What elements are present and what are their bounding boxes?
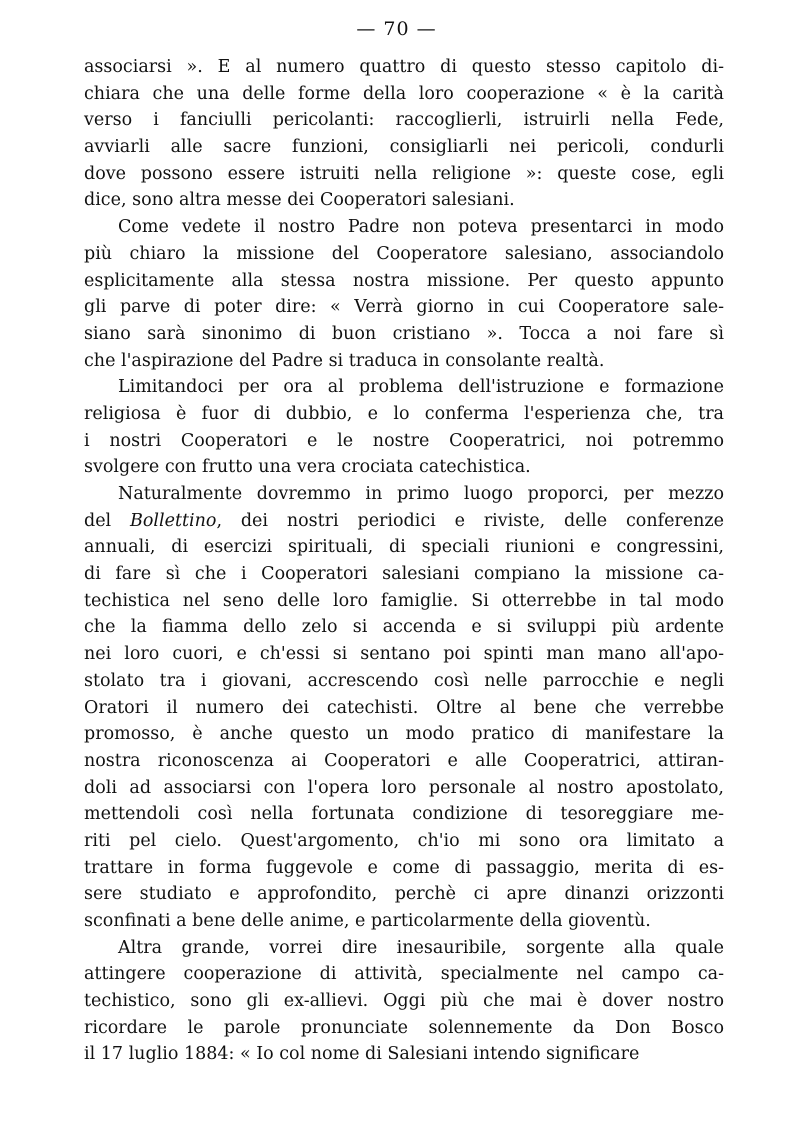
text-line: ricordare le parole pronunciate solennemente da Don Bosco bbox=[84, 1017, 724, 1038]
text-line: promosso, è anche questo un modo pratico di manifestare la bbox=[84, 724, 724, 745]
text-line: mettendoli così nella fortunata condizione di tesoreggiare me- bbox=[84, 804, 724, 825]
text-line: gli parve di poter dire: « Verrà giorno in cui Cooperatore sale- bbox=[84, 297, 724, 318]
text-line: trattare in forma fuggevole e come di passaggio, merita di es- bbox=[84, 857, 724, 878]
text-line: di fare sì che i Cooperatori salesiani compiano la missione ca- bbox=[84, 564, 724, 585]
text-line: siano sarà sinonimo di buon cristiano ». Tocca a noi fare sì bbox=[84, 323, 724, 344]
text-line: che la fiamma dello zelo si accenda e si sviluppi più ardente bbox=[84, 617, 724, 638]
text-line: stolato tra i giovani, accrescendo così nelle parrocchie e negli bbox=[84, 670, 724, 691]
text-line: Limitandoci per ora al problema dell'istruzione e formazione bbox=[118, 377, 724, 398]
text-line: i nostri Cooperatori e le nostre Cooperatrici, noi potremmo bbox=[84, 430, 724, 451]
text-line: esplicitamente alla stessa nostra missione. Per questo appunto bbox=[84, 270, 724, 291]
text-line: nei loro cuori, e ch'essi si sentano poi spinti man mano all'apo- bbox=[84, 644, 724, 665]
periodical-title: Bollettino bbox=[130, 510, 217, 531]
text-line: sconfinati a bene delle anime, e particolarmente della gioventù. bbox=[84, 911, 651, 931]
text-line: il 17 luglio 1884: « Io col nome di Salesiani intendo significare bbox=[84, 1044, 640, 1065]
text-line: avviarli alle sacre funzioni, consigliarli nei pericoli, condurli bbox=[84, 137, 724, 158]
text-line: annuali, di esercizi spirituali, di speciali riunioni e congressini, bbox=[84, 537, 724, 558]
text-line: Altra grande, vorrei dire inesauribile, sorgente alla quale bbox=[118, 937, 724, 958]
text-line: doli ad associarsi con l'opera loro personale al nostro apostolato, bbox=[84, 777, 724, 798]
text-line: attingere cooperazione di attività, specialmente nel campo ca- bbox=[84, 964, 724, 985]
text-line: nostra riconoscenza ai Cooperatori e alle Cooperatrici, attiran- bbox=[84, 750, 724, 771]
paragraph bbox=[84, 481, 724, 935]
text-line: dove possono essere istruiti nella religione »: queste cose, egli bbox=[84, 163, 724, 184]
text-line: associarsi ». E al numero quattro di questo stesso capitolo di- bbox=[84, 57, 724, 77]
paragraph bbox=[84, 374, 724, 481]
paragraph bbox=[84, 935, 724, 1068]
text-line: dice, sono altra messe dei Cooperatori salesiani. bbox=[84, 190, 515, 211]
text-line: religiosa è fuor di dubbio, e lo conferma l'esperienza che, tra bbox=[84, 403, 724, 424]
text-line: che l'aspirazione del Padre si traduca in consolante realtà. bbox=[84, 350, 605, 371]
paragraph bbox=[84, 214, 724, 374]
text-line: riti pel cielo. Quest'argomento, ch'io mi sono ora limitato a bbox=[84, 830, 724, 851]
text-line: Come vedete il nostro Padre non poteva presentarci in modo bbox=[118, 217, 724, 238]
paragraph bbox=[84, 54, 724, 214]
text-line: sere studiato e approfondito, perchè ci apre dinanzi orizzonti bbox=[84, 884, 724, 905]
text-line: verso i fanciulli pericolanti: raccoglierli, istruirli nella Fede, bbox=[84, 110, 724, 131]
text-line: del Bollettino, dei nostri periodici e riviste, delle conferenze bbox=[84, 510, 724, 531]
text-line: svolgere con frutto una vera crociata catechistica. bbox=[84, 457, 531, 478]
text-line: techistico, sono gli ex-allievi. Oggi più che mai è dover nostro bbox=[84, 991, 724, 1012]
text-line: Oratori il numero dei catechisti. Oltre al bene che verrebbe bbox=[84, 697, 724, 718]
text-line: Naturalmente dovremmo in primo luogo proporci, per mezzo bbox=[118, 484, 724, 504]
body-text bbox=[84, 54, 724, 1068]
text-line: più chiaro la missione del Cooperatore salesiano, associandolo bbox=[84, 243, 724, 264]
page-number: — 70 — bbox=[356, 18, 437, 40]
text-line: chiara che una delle forme della loro cooperazione « è la carità bbox=[84, 83, 724, 104]
text-line: techistica nel seno delle loro famiglie. Si otterrebbe in tal modo bbox=[84, 590, 724, 611]
